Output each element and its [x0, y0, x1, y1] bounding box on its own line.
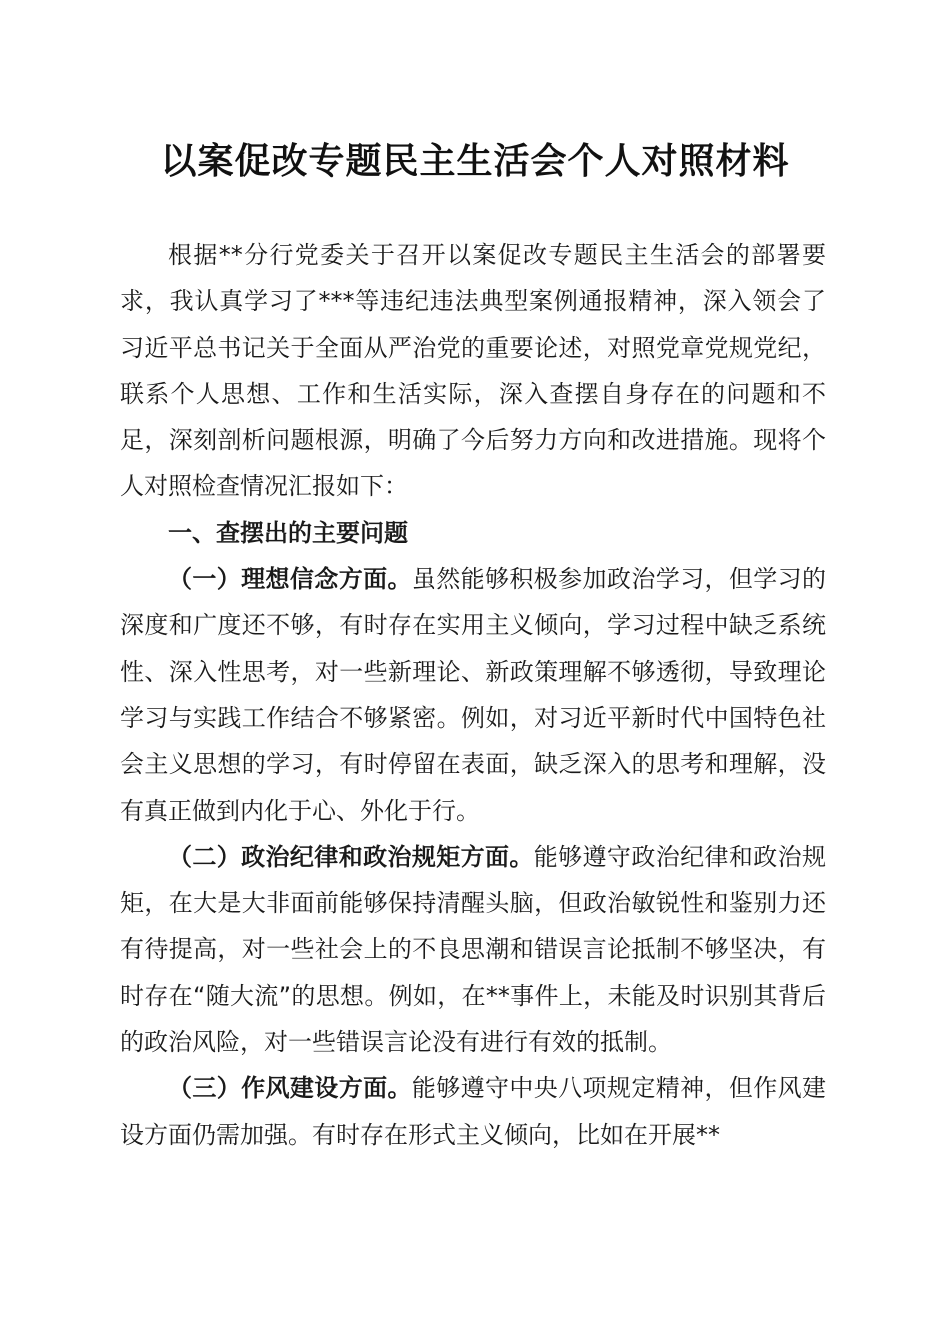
- item-lead: （二）政治纪律和政治规矩方面。: [168, 842, 534, 871]
- item-lead: （三）作风建设方面。: [168, 1074, 412, 1103]
- item-text: 虽然能够积极参加政治学习，但学习的深度和广度还不够，有时存在实用主义倾向，学习过程中缺乏系统性、深入性思考，对一些新理论、新政策理解不够透彻，导致理论学习与实践工作结合不够紧密。例如，对习近平新时代中国特色社会主义思想的学习，有时停留在表面，缺乏深入的思考和理解，没有真正做到内化于心、外化于行。: [120, 565, 827, 825]
- intro-paragraph: 根据**分行党委关于召开以案促改专题民主生活会的部署要求，我认真学习了***等违纪违法典型案例通报精神，深入领会了习近平总书记关于全面从严治党的重要论述，对照党章党规党纪，联系个人思想、工作和生活实际，深入查摆自身存在的问题和不足，深刻剖析问题根源，明确了今后努力方向和改进措施。现将个人对照检查情况汇报如下：: [120, 241, 826, 501]
- document-body: [120, 232, 826, 1158]
- item-lead: （一）理想信念方面。: [168, 565, 412, 594]
- item-text: 能够遵守中央八项规定精神，但作风建设方面仍需加强。有时存在形式主义倾向，比如在开展**: [120, 1074, 827, 1149]
- item-paragraph-discipline: [120, 834, 826, 1065]
- section-heading: 一、查摆出的主要问题: [168, 518, 408, 547]
- item-paragraph-conduct: [120, 1065, 826, 1158]
- item-text: 能够遵守政治纪律和政治规矩，在大是大非面前能够保持清醒头脑，但政治敏锐性和鉴别力还有待提高，对一些社会上的不良思潮和错误言论抵制不够坚决，有时存在“随大流”的思想。例如，在**事件上，未能及时识别其背后的政治风险，对一些错误言论没有进行有效的抵制。: [120, 842, 827, 1057]
- item-paragraph-ideals: [120, 556, 826, 834]
- document-title: 以案促改专题民主生活会个人对照材料: [160, 140, 790, 182]
